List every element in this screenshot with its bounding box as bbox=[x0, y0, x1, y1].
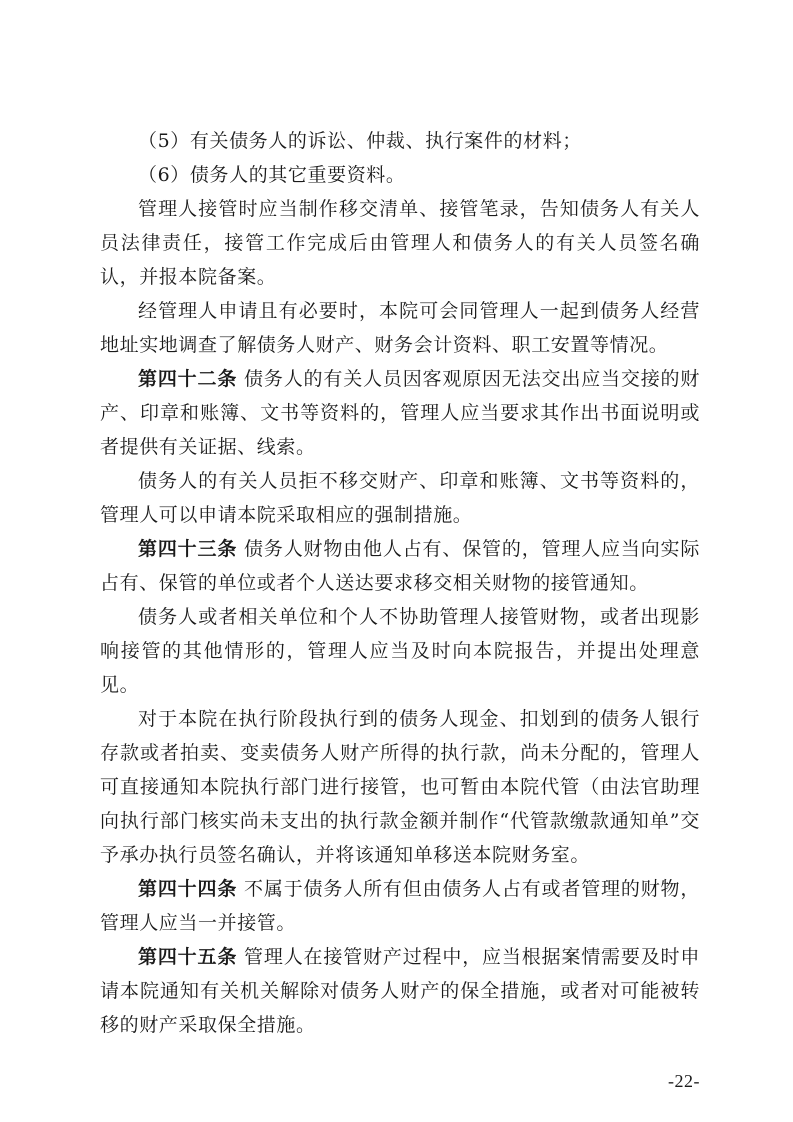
paragraph-refusal-to-transfer: 债务人的有关人员拒不移交财产、印章和账簿、文书等资料的，管理人可以申请本院采取相应的强制措施。 bbox=[100, 470, 700, 526]
article-number: 第四十五条 bbox=[138, 946, 238, 968]
document-body bbox=[100, 124, 700, 1042]
article-43: 第四十三条 债务人财物由他人占有、保管的，管理人应当向实际占有、保管的单位或者个人送达要求移交相关财物的接管通知。 bbox=[100, 538, 700, 594]
paragraph-execution-funds: 对于本院在执行阶段执行到的债务人现金、扣划到的债务人银行存款或者拍卖、变卖债务人财产所得的执行款，尚未分配的，管理人可直接通知本院执行部门进行接管，也可暂由本院代管（由法官助理向执行部门核实尚未支出的执行款金额并制作“代管款缴款通知单”交予承办执行员签名确认，并将该通知单移送本院财务室。 bbox=[100, 708, 700, 866]
article-44: 第四十四条 不属于债务人所有但由债务人占有或者管理的财物，管理人应当一并接管。 bbox=[100, 878, 700, 934]
paragraph-item-6: （6）债务人的其它重要资料。 bbox=[138, 164, 406, 186]
paragraph-takeover-record: 管理人接管时应当制作移交清单、接管笔录，告知债务人有关人员法律责任，接管工作完成后由管理人和债务人的有关人员签名确认，并报本院备案。 bbox=[100, 198, 700, 288]
article-45: 第四十五条 管理人在接管财产过程中，应当根据案情需要及时申请本院通知有关机关解除对债务人财产的保全措施，或者对可能被转移的财产采取保全措施。 bbox=[100, 946, 700, 1036]
article-number: 第四十三条 bbox=[138, 538, 238, 560]
paragraph-non-cooperation: 债务人或者相关单位和个人不协助管理人接管财物，或者出现影响接管的其他情形的，管理人应当及时向本院报告，并提出处理意见。 bbox=[100, 606, 700, 696]
paragraph-item-5: （5）有关债务人的诉讼、仲裁、执行案件的材料； bbox=[138, 130, 582, 152]
paragraph-site-investigation: 经管理人申请且有必要时，本院可会同管理人一起到债务人经营地址实地调查了解债务人财产、财务会计资料、职工安置等情况。 bbox=[100, 300, 700, 356]
page-number: -22- bbox=[668, 1071, 700, 1091]
article-42: 第四十二条 债务人的有关人员因客观原因无法交出应当交接的财产、印章和账簿、文书等资料的，管理人应当要求其作出书面说明或者提供有关证据、线索。 bbox=[100, 368, 700, 458]
article-number: 第四十四条 bbox=[138, 878, 238, 900]
article-number: 第四十二条 bbox=[138, 368, 238, 390]
